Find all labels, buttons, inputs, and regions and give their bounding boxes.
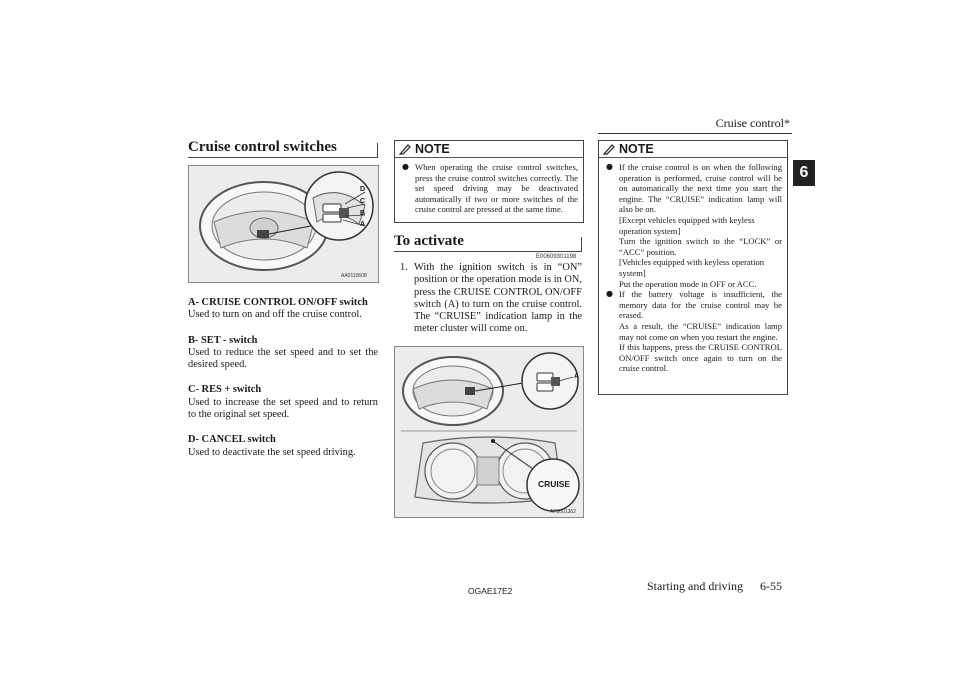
item-a: [188, 297, 378, 322]
item-b-title: B- SET - switch: [188, 334, 258, 346]
note-box-middle: [394, 140, 584, 223]
note-paragraph: [Except vehicles equipped with keyless operation system]: [619, 214, 755, 236]
callout-label-a: A: [360, 221, 366, 228]
page-number: 6-55: [760, 579, 782, 593]
callout-label-a: A: [574, 373, 580, 380]
item-c: [188, 384, 378, 421]
activation-step: [400, 262, 582, 336]
note-box-right: [598, 140, 788, 395]
note-header: [599, 141, 787, 158]
item-b: [188, 335, 378, 372]
callout-label-c: C: [360, 198, 366, 205]
note-paragraph: If the cruise control is on when the following operation is performed, cruise control will be on automatically the next time you start the engine. The “CRUISE” indication lamp will also be on.: [619, 162, 782, 215]
step-number: 1.: [400, 262, 408, 273]
note-paragraph: If this happens, press the CRUISE CONTROL ON/OFF switch once again to turn on the cruise control.: [619, 342, 782, 374]
figure-code: AA0110608: [341, 273, 367, 279]
footer-code: OGAE17E2: [468, 586, 513, 596]
note-paragraph: [Vehicles equipped with keyless operation system]: [619, 257, 765, 278]
bullet-icon: ●: [402, 162, 409, 171]
step-text: With the ignition switch is in “ON” position or the operation mode is in ON, press the CRUISE CONTROL ON/OFF switch (A) to turn on the cruise control. The “CRUISE” indication lamp in the meter cluster will come on.: [414, 262, 582, 335]
note-bullet-item: [606, 289, 782, 374]
item-b-text: Used to reduce the set speed and to set the desired speed.: [188, 346, 378, 371]
running-head: Cruise control*: [715, 116, 790, 130]
switch-descriptions: [188, 297, 378, 459]
header-rule: [598, 133, 792, 134]
item-c-title: C- RES + switch: [188, 384, 262, 396]
item-c-text: Used to increase the set speed and to return to the original set speed.: [188, 396, 378, 421]
figure-switches: [188, 165, 379, 283]
chapter-tab: 6: [793, 160, 815, 186]
note-text: When operating the cruise control switches, press the cruise control switches correctly. The set speed driving may be deactivated automatically if two or more switches of the cruise control are pressed at the same time.: [415, 162, 578, 215]
note-bullet-item: [402, 162, 578, 215]
item-a-text: Used to turn on and off the cruise control.: [188, 309, 362, 321]
section-rule: [394, 251, 582, 252]
note-paragraph: If the battery voltage is insufficient, the memory data for the cruise control may be erased.: [619, 289, 782, 321]
note-icon: [399, 143, 412, 155]
note-header: [395, 141, 583, 158]
item-d: [188, 434, 378, 459]
note-paragraph: Put the operation mode in OFF or ACC.: [619, 278, 757, 289]
note-body: [395, 158, 583, 219]
figure-activate: [394, 346, 584, 518]
cruise-indicator-lamp: CRUISE: [537, 479, 571, 489]
bullet-icon: ●: [606, 162, 613, 171]
callout-label-b: B: [360, 210, 366, 217]
note-icon: [603, 143, 616, 155]
note-label: NOTE: [415, 142, 450, 156]
section-rule-cap: [377, 143, 378, 157]
note-body: [599, 158, 787, 378]
reference-code: E00609301198: [536, 254, 577, 260]
item-a-title: A- CRUISE CONTROL ON/OFF switch: [188, 297, 368, 308]
figure-code: AF3001362: [550, 509, 576, 515]
section-rule-cap: [581, 237, 582, 251]
cruise-lamp-illustration: [395, 347, 583, 517]
footer-section: Starting and driving: [647, 579, 743, 593]
section-title-activate: To activate: [394, 233, 464, 249]
note-paragraph: As a result, the “CRUISE” indication lamp may not come on when you restart the engine.: [619, 320, 782, 342]
section-title-switches: Cruise control switches: [188, 139, 337, 155]
item-d-title: D- CANCEL switch: [188, 434, 276, 446]
note-paragraph: Turn the ignition switch to the “LOCK” or “ACC” position.: [619, 236, 782, 257]
item-d-text: Used to deactivate the set speed driving.: [188, 446, 356, 458]
steering-wheel-switches-illustration: [189, 166, 378, 282]
note-bullet-item: [606, 162, 782, 289]
callout-label-d: D: [360, 186, 366, 193]
section-rule: [188, 157, 378, 158]
bullet-icon: ●: [606, 289, 613, 299]
note-label: NOTE: [619, 142, 654, 156]
